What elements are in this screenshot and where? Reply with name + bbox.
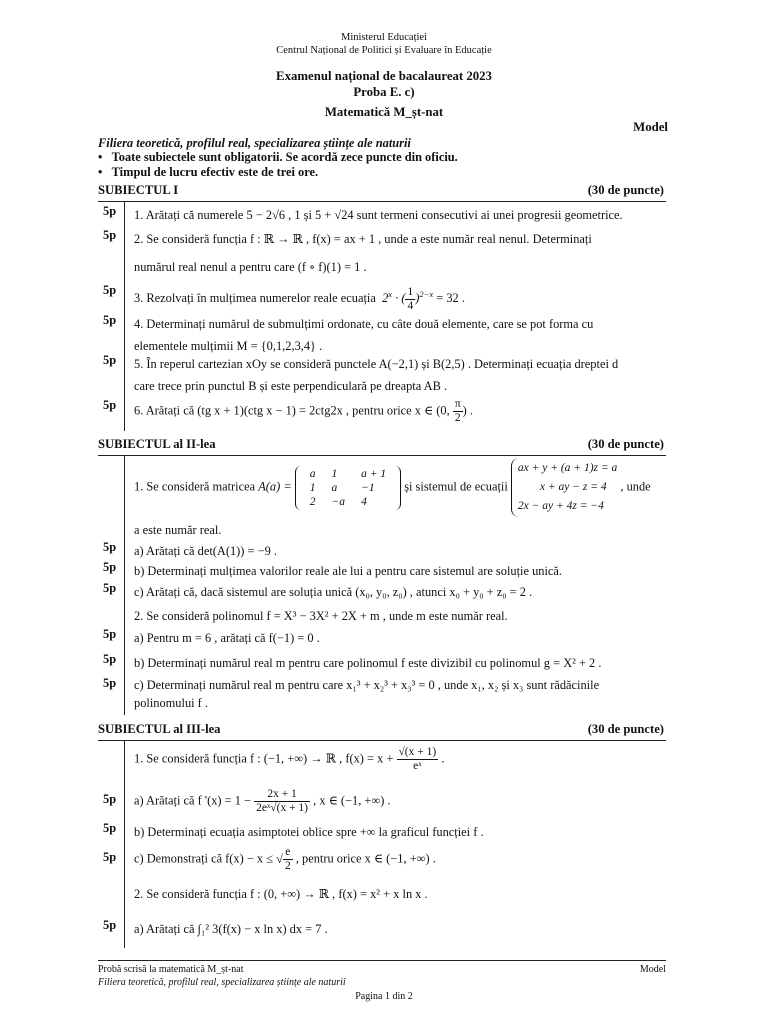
section-3-header: SUBIECTUL al III-lea (30 de puncte) — [98, 722, 664, 736]
divider — [98, 455, 666, 456]
page-number: Pagina 1 din 2 — [355, 991, 413, 1002]
score-column-line — [124, 455, 125, 715]
rule-2: • Timpul de lucru efectiv este de trei ore. — [98, 165, 319, 179]
section-1-header: SUBIECTUL I (30 de puncte) — [98, 183, 664, 197]
model-label: Model — [633, 120, 668, 134]
proba-label: Proba E. c) — [353, 85, 415, 99]
score-column-line — [124, 201, 125, 431]
footer-line-2: Filiera teoretică, profilul real, specializarea științe ale naturii — [98, 977, 346, 988]
exam-title: Examenul național de bacalaureat 2023 — [276, 69, 492, 83]
s2-note: a este număr real. — [134, 523, 222, 537]
ministry-name: Ministerul Educației — [340, 32, 428, 43]
score-column-line — [124, 740, 125, 948]
footer-divider — [98, 960, 666, 961]
filiera-text: Filiera teoretică, profilul real, specializarea științe ale naturii — [98, 136, 411, 150]
divider — [98, 740, 666, 741]
section-2-header: SUBIECTUL al II-lea (30 de puncte) — [98, 437, 664, 451]
divider — [98, 201, 666, 202]
subject-title: Matematică M_șt-nat — [324, 105, 444, 119]
matrix-A: a 1 a + 1 1 a −1 2 −a 4 — [295, 466, 401, 510]
center-name: Centrul Național de Politici și Evaluare în Educație — [276, 45, 492, 56]
footer-line-1: Probă scrisă la matematică M_șt-nat Model — [98, 964, 666, 975]
equation-system: ax + y + (a + 1)z = a x + ay − z = 4 2x − ay + 4z = −4 — [511, 458, 617, 517]
rule-1: • Toate subiectele sunt obligatorii. Se acordă zece puncte din oficiu. — [98, 150, 458, 164]
exam-page: Ministerul Educației Centrul Național de Politici și Evaluare în Educație Examenul național de bacalaureat 2023 Proba E. c) Matematică M_șt-nat Model Filiera teoretică, profilul real, specializarea științe ale naturii • Toate subiectele sunt obligatorii. Se acordă zece puncte din oficiu. • Timpul de lucru efectiv este de trei ore. SUBIECTUL I (30 de puncte) 5p 1. Arătați că numerele 5 − 2√6 , 1 și 5 + √24 sunt termeni consecutivi ai unei progresii geometrice. 5p 2. Se consideră funcția f : ℝ → ℝ , f(x) = ax + 1 , unde a este număr real nenul. Determinați numărul real nenul a pentru care (f ∘ f)(1) = 1 . 5p 3. Rezolvați în mulțimea numerelor reale ecuația $2^x$ · ( $\frac{1}{4}$ )$^{2-x}$ = 32 . 5p 4. Determinați numărul de submulțimi ordonate, cu câte două elemente, care se pot forma cu elementele mulțimii M = {0,1,2,3,4} . 5p 5. În reperul cartezian xOy se consideră punctele A(−2,1) și B(2,5) . Determinați ecuația dreptei d care trece prin punctul B și este perpendiculară pe dreapta AB . 5p 6. Arătați că (tg x + 1)(ctg x − 1) = 2ctg2x , pentru orice x ∈ (0, $\frac{\pi}{2}$ ) . SUBIECTUL al II-lea (30 de puncte) 1. Se consideră matricea A(a) = a 1 a + 1 1 a −1 2 −a 4 și sistemul de ecuații ax + y + (a + 1)z = a x + ay − z = 4 2x − ay + 4z = −4 , unde a este număr real. 5p a) Arătați că det(A(1)) = −9 . 5p b) Determinați mulțimea valorilor reale ale lui a pentru care sistemul are soluție unică. 5p c) Arătați că, dacă sistemul are soluția unică (x₀, y₀, z₀) , atunci x₀ + y₀ + z₀ = 2 . 2. Se consideră polinomul f = X³ − 3X² + 2X + m , unde m este număr real. 5p a) Pentru m = 6 , arătați că f(−1) = 0 . 5p b) Determinați numărul real m pentru care polinomul f este divizibil cu polinomul g = X² + 2 . 5p c) Determinați numărul real m pentru care x₁³ + x₂³ + x₃³ = 0 , unde x₁, x₂ și x₃ sunt rădăcinile polinomului f . SUBIECTUL al III-lea (30 de puncte) 1. Se consideră funcția f : (−1, +∞) → ℝ , f(x) = x + $\frac{√(x + 1)}{\text{eˣ}}$ . 5p a) Arătați că f '(x) = 1 − $\frac{2x + 1}{\text{2eˣ√(x + 1)}}$ , x ∈ (−1, +∞) . 5p b) Determinați ecuația asimptotei oblice spre +∞ la graficul funcției f . 5p c) Demonstrați că f(x) − x ≤ √ $\frac{e}{2}$ , pentru orice x ∈ (−1, +∞) . 2. Se consideră funcția f : (0, +∞) → ℝ , f(x) = x² + x ln x . 5p a) Arătați că ∫₁² 3(f(x) − x ln x) dx = 7 . Probă scrisă la matematică M_șt-nat Model Filiera teoretică, profilul real, specializarea științe ale naturii Pagina 1 din 2 — [0, 0, 768, 1024]
